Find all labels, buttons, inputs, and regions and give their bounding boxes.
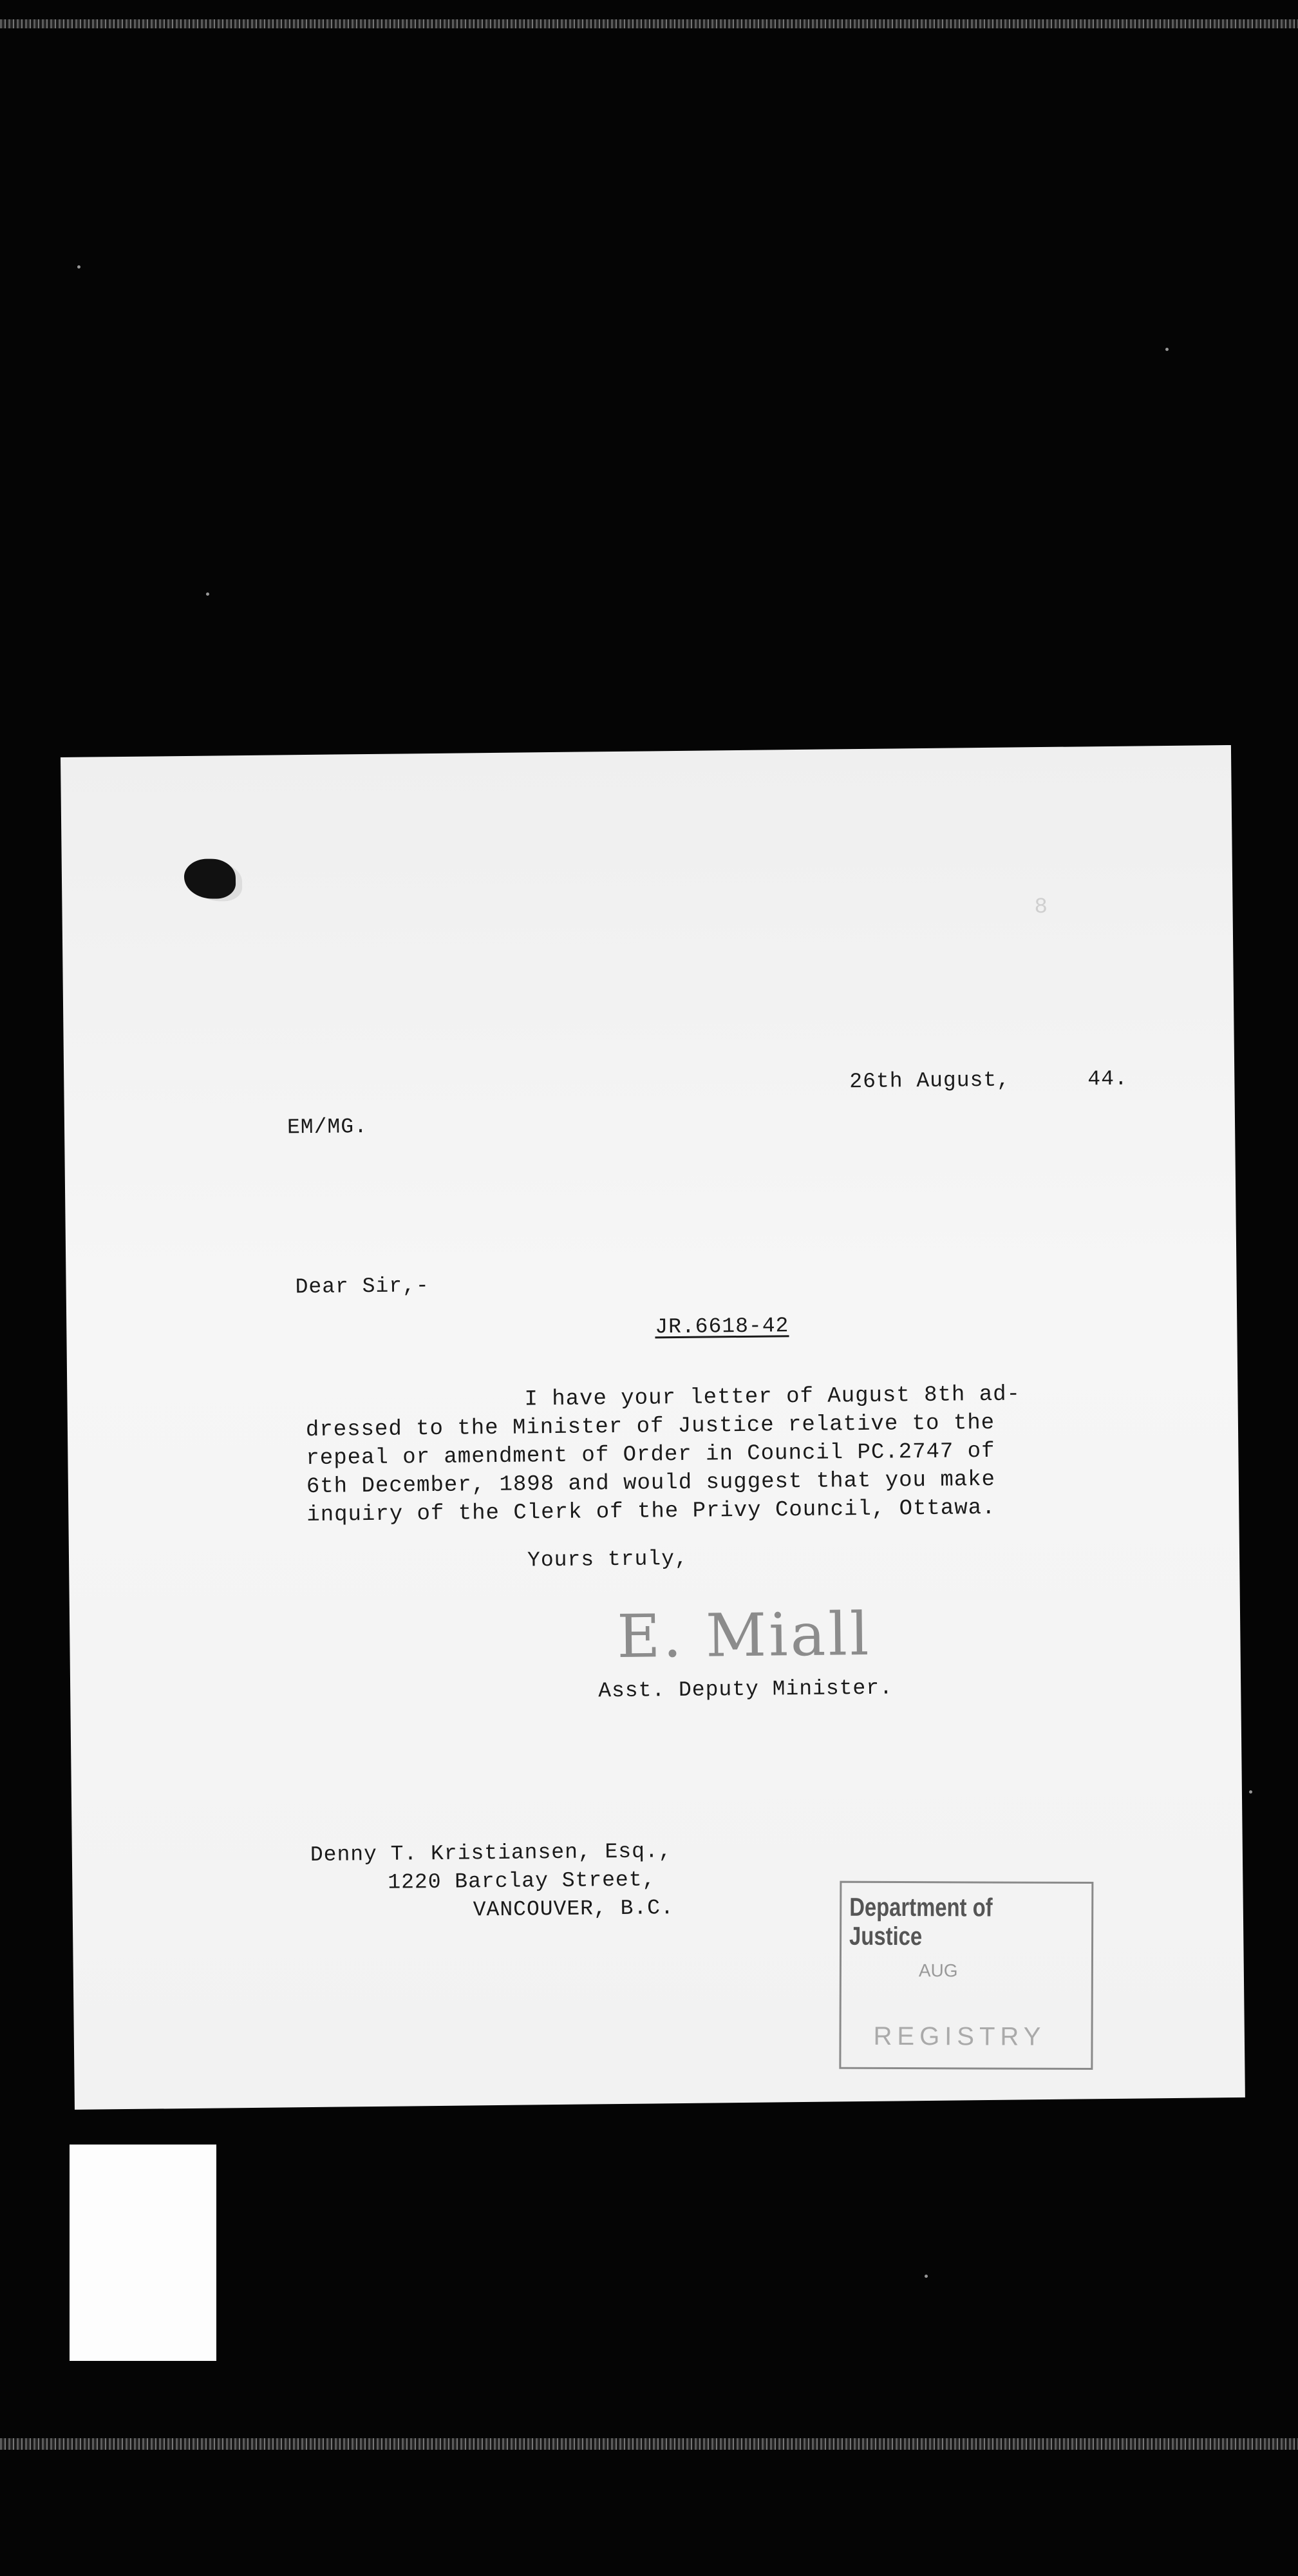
signature-image	[610, 1593, 872, 1672]
letter-date: 26th August,	[849, 1068, 1011, 1094]
signature-text: E. Miall	[616, 1599, 872, 1672]
corner-page-mark: 8	[1034, 895, 1048, 920]
typist-initials: EM/MG.	[287, 1115, 368, 1140]
body-line: inquiry of the Clerk of the Privy Council, Ottawa.	[306, 1495, 996, 1528]
body-line: repeal or amendment of Order in Council PC.2747 of	[306, 1439, 995, 1472]
letter-page	[61, 745, 1245, 2110]
film-edge-top	[0, 19, 1298, 28]
recipient-name: Denny T. Kristiansen, Esq.,	[310, 1839, 672, 1868]
registry-stamp	[839, 1881, 1093, 2070]
dust-speck	[925, 2275, 928, 2278]
body-line: I have your letter of August 8th ad-	[524, 1382, 1021, 1412]
dust-speck	[1165, 348, 1169, 351]
dust-speck	[1249, 1790, 1252, 1794]
film-edge-bottom	[0, 2438, 1298, 2450]
stamp-department: Department of Justice	[849, 1893, 993, 1951]
signature-stamp	[610, 1593, 872, 1672]
letter-year: 44.	[1087, 1066, 1128, 1092]
signatory-title: Asst. Deputy Minister.	[598, 1676, 894, 1703]
dust-speck	[77, 265, 80, 269]
recipient-city: VANCOUVER, B.C.	[473, 1896, 675, 1922]
body-line: dressed to the Minister of Justice relative to the	[305, 1410, 995, 1443]
body-line: 6th December, 1898 and would suggest that you make	[306, 1467, 996, 1500]
closing: Yours truly,	[527, 1546, 688, 1573]
recipient-street: 1220 Barclay Street,	[388, 1868, 656, 1895]
stamp-date: AUG	[918, 1960, 958, 1981]
punch-hole	[184, 858, 236, 899]
white-card	[70, 2145, 216, 2361]
stamp-registry: REGISTRY	[873, 2022, 1046, 2051]
reference-number: JR.6618-42	[655, 1314, 789, 1340]
dust-speck	[206, 592, 209, 596]
salutation: Dear Sir,-	[295, 1274, 429, 1300]
